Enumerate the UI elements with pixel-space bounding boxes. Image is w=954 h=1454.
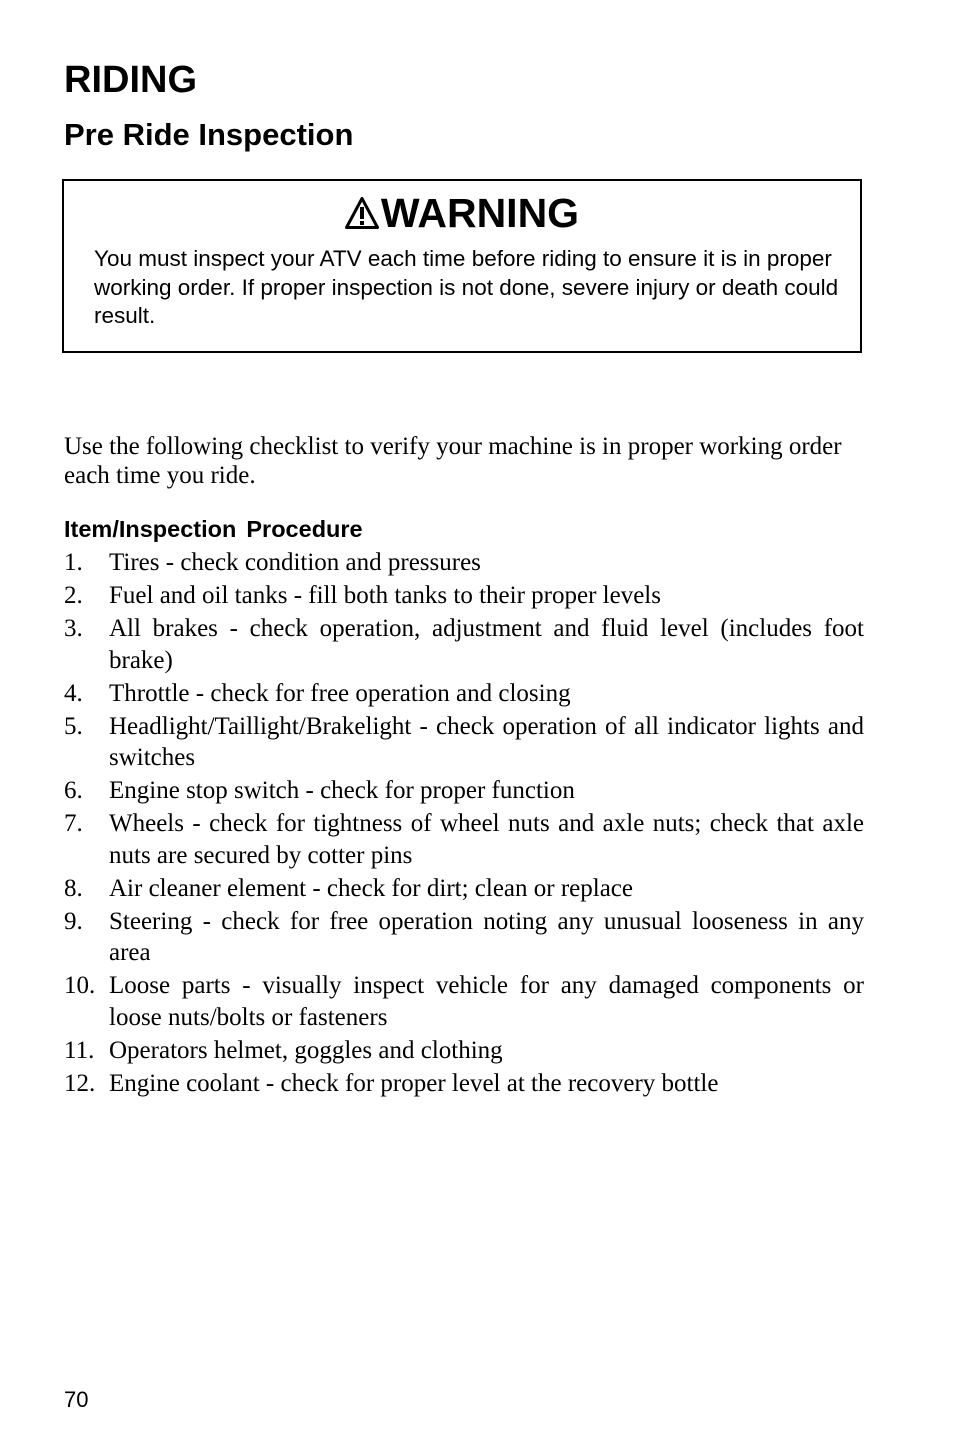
- list-item: [64, 873, 864, 905]
- list-item: [64, 580, 864, 612]
- checklist-header-item: Item/Inspection: [64, 516, 237, 542]
- list-item-text: Steering - check for free operation noting any unusual looseness in any area: [109, 907, 864, 966]
- list-item: [64, 970, 864, 1033]
- list-item-number: 6.: [64, 777, 83, 804]
- list-item-number: 9.: [64, 907, 83, 935]
- list-item-text: Air cleaner element - check for dirt; clean or replace: [109, 874, 633, 902]
- list-item-text: Tires - check condition and pressures: [109, 549, 481, 576]
- list-item-text: Fuel and oil tanks - fill both tanks to their proper levels: [109, 582, 661, 609]
- list-item-number: 10.: [64, 972, 96, 999]
- list-item-number: 4.: [64, 679, 83, 707]
- page-number: 70: [64, 1387, 89, 1412]
- intro-paragraph: Use the following checklist to verify your machine is in proper working order each time you ride.: [64, 433, 842, 489]
- checklist-header: [64, 514, 363, 544]
- list-item-text: Engine stop switch - check for proper function: [109, 777, 575, 804]
- list-item-text: Engine coolant - check for proper level at the recovery bottle: [109, 1069, 719, 1097]
- list-item: [64, 906, 864, 969]
- list-item-number: 12.: [64, 1069, 96, 1097]
- list-item: [64, 613, 864, 676]
- list-item-number: 11.: [64, 1036, 95, 1064]
- section-title: RIDING: [64, 59, 197, 101]
- warning-text: You must inspect your ATV each time before riding to ensure it is in proper working order. If proper inspection is not done, severe injury or death could result.: [94, 246, 839, 328]
- list-item: [64, 775, 864, 807]
- warning-box: [62, 179, 862, 353]
- list-item-text: Headlight/Taillight/Brakelight - check operation of all indicator lights and switches: [109, 712, 864, 771]
- list-item: [64, 1068, 864, 1100]
- list-item: [64, 547, 864, 579]
- list-item-number: 7.: [64, 810, 83, 837]
- list-item-number: 2.: [64, 582, 83, 609]
- page-title: Pre Ride Inspection: [64, 117, 354, 152]
- warning-heading: [64, 189, 860, 237]
- list-item-text: Throttle - check for free operation and closing: [109, 679, 571, 707]
- list-item: [64, 1035, 864, 1067]
- list-item-text: Wheels - check for tightness of wheel nuts and axle nuts; check that axle nuts are secured by cotter pins: [109, 810, 864, 869]
- warning-heading-text: WARNING: [380, 190, 580, 236]
- list-item-text: Loose parts - visually inspect vehicle for any damaged components or loose nuts/bolts or fasteners: [109, 972, 864, 1031]
- checklist-header-procedure: Procedure: [246, 516, 363, 542]
- list-item: [64, 678, 864, 710]
- warning-triangle-icon: [345, 197, 379, 229]
- list-item-number: 3.: [64, 615, 83, 642]
- list-item: [64, 808, 864, 871]
- list-item-text: Operators helmet, goggles and clothing: [109, 1036, 503, 1064]
- list-item-number: 1.: [64, 549, 83, 576]
- list-item-text: All brakes - check operation, adjustment and fluid level (includes foot brake): [109, 615, 864, 674]
- inspection-checklist: [64, 547, 864, 1101]
- list-item-number: 5.: [64, 712, 83, 740]
- list-item: [64, 711, 864, 774]
- list-item-number: 8.: [64, 874, 83, 902]
